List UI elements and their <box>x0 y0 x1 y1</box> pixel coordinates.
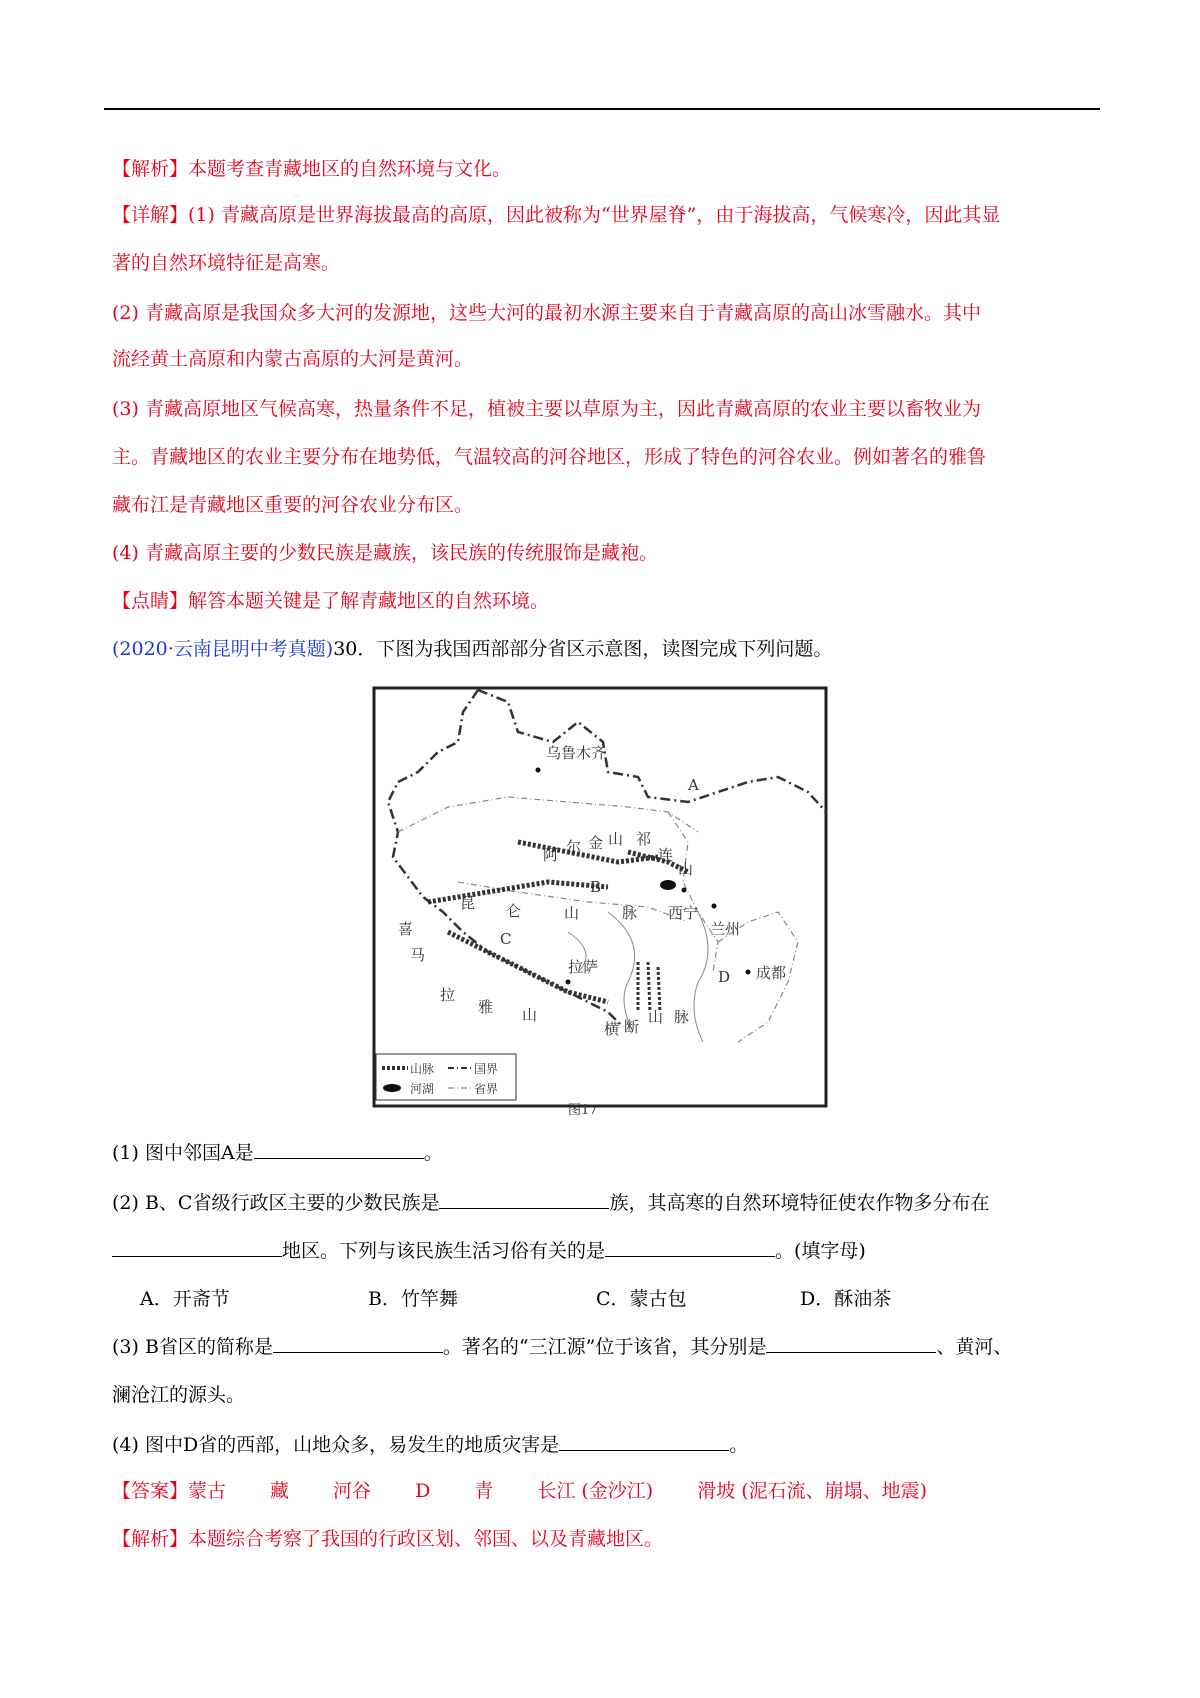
legend-provincial-border: 省界 <box>474 1082 499 1096</box>
lanzhou-dot <box>712 904 717 909</box>
question-3-cont <box>112 1382 245 1408</box>
legend-river-lake: 河湖 <box>410 1082 435 1096</box>
q1-text: (1) 图中邻国A是 <box>112 1142 254 1164</box>
label-kunlun-1: 昆 <box>460 894 476 912</box>
label-xining: 西宁 <box>668 904 699 922</box>
q2-blank-1[interactable] <box>439 1190 609 1209</box>
question-4 <box>112 1432 748 1458</box>
detail-text-6: 主。青藏地区的农业主要分布在地势低，气温较高的河谷地区，形成了特色的河谷农业。例如著名的雅鲁 <box>112 446 987 468</box>
question-2 <box>112 1190 989 1216</box>
label-kunlun-4: 脉 <box>622 904 638 922</box>
detail-line-6 <box>112 444 986 470</box>
label-kunlun-3: 山 <box>564 904 580 922</box>
detail-tag: 【详解】 <box>112 204 189 226</box>
final-analysis-line <box>112 1526 663 1552</box>
option-a[interactable]: A．开斋节 <box>140 1288 230 1310</box>
detail-line-5 <box>112 396 981 422</box>
label-heng-4: 脉 <box>674 1008 690 1026</box>
analysis-line <box>112 156 511 182</box>
lasa-dot <box>566 980 571 985</box>
label-xi-5: 山 <box>522 1006 538 1024</box>
q2-text-d: 。(填字母) <box>775 1240 866 1262</box>
answer-item-3: 河谷 <box>333 1480 372 1502</box>
header-rule <box>104 108 1100 110</box>
detail-line-7 <box>112 492 473 518</box>
answer-item-2: 藏 <box>270 1480 290 1502</box>
xining-dot <box>682 888 687 893</box>
q3-blank-1[interactable] <box>273 1334 443 1353</box>
q3-text-c: 、黄河、 <box>936 1336 1013 1358</box>
detail-line-3 <box>112 300 981 326</box>
label-heng-2: 断 <box>624 1018 640 1036</box>
label-xi-1: 喜 <box>398 920 414 938</box>
label-heng-1: 横 <box>604 1020 620 1038</box>
label-a: A <box>688 776 699 794</box>
q4-text-a: (4) 图中D省的西部，山地众多，易发生的地质灾害是 <box>112 1434 560 1456</box>
analysis-tag: 【解析】 <box>112 158 189 180</box>
question-1 <box>112 1140 443 1166</box>
label-c: C <box>500 930 512 948</box>
answer-item-7: 滑坡 (泥石流、崩塌、地震) <box>697 1480 928 1502</box>
label-qilian-3: 山 <box>678 860 694 878</box>
label-altun-2: 尔 <box>566 838 582 856</box>
question-source: (2020·云南昆明中考真题) <box>112 638 334 660</box>
detail-text-8: (4) 青藏高原主要的少数民族是藏族，该民族的传统服饰是藏袍。 <box>112 542 658 564</box>
detail-text-1: (1) 青藏高原是世界海拔最高的高原，因此被称为“世界屋脊”，由于海拔高，气候寒冷，因此其显 <box>188 204 1001 226</box>
legend-national-border: 国界 <box>474 1062 499 1076</box>
answer-item-5: 青 <box>474 1480 494 1502</box>
label-kunlun-2: 仑 <box>506 902 522 920</box>
comment-line <box>112 588 549 614</box>
detail-text-5: (3) 青藏高原地区气候高寒，热量条件不足，植被主要以草原为主，因此青藏高原的农业主要以畜牧业为 <box>112 398 981 420</box>
urumqi-dot <box>536 768 541 773</box>
final-analysis-tag: 【解析】 <box>112 1528 189 1550</box>
label-altun-4: 山 <box>608 830 624 848</box>
q3-text-a: (3) B省区的简称是 <box>112 1336 273 1358</box>
comment-text: 解答本题关键是了解青藏地区的自然环境。 <box>188 590 550 612</box>
answer-tag: 【答案】 <box>112 1480 189 1502</box>
legend-mountain: 山脉 <box>410 1062 435 1076</box>
map-caption: 图17 <box>568 1103 598 1116</box>
detail-line-1 <box>112 202 1000 228</box>
label-heng-3: 山 <box>648 1008 664 1026</box>
answer-item-6: 长江 (金沙江) <box>537 1480 654 1502</box>
label-xi-4: 雅 <box>478 998 494 1016</box>
detail-line-4 <box>112 346 473 372</box>
option-d[interactable]: D．酥油茶 <box>800 1288 892 1310</box>
option-b[interactable]: B．竹竿舞 <box>368 1288 458 1310</box>
detail-text-7: 藏布江是青藏地区重要的河谷农业分布区。 <box>112 494 474 516</box>
label-d: D <box>718 968 731 986</box>
q1-blank[interactable] <box>254 1140 424 1159</box>
q2-text-b: 族，其高寒的自然环境特征使农作物多分布在 <box>609 1192 990 1214</box>
detail-line-8 <box>112 540 658 566</box>
option-c[interactable]: C．蒙古包 <box>596 1288 687 1310</box>
label-altun-3: 金 <box>588 834 604 852</box>
q2-text-a: (2) B、C省级行政区主要的少数民族是 <box>112 1192 440 1214</box>
question-2-cont <box>112 1238 866 1264</box>
legend-river-symbol <box>383 1084 401 1092</box>
qinghai-lake <box>660 880 676 890</box>
map-figure <box>368 682 838 1116</box>
q1-end: 。 <box>423 1142 443 1164</box>
q3-blank-2[interactable] <box>766 1334 936 1353</box>
label-lasa: 拉萨 <box>568 958 599 976</box>
detail-text-3: (2) 青藏高原是我国众多大河的发源地，这些大河的最初水源主要来自于青藏高原的高山冰雪融水。其中 <box>112 302 981 324</box>
detail-text-4: 流经黄土高原和内蒙古高原的大河是黄河。 <box>112 348 474 370</box>
label-qilian-1: 祁 <box>636 830 652 848</box>
final-analysis-text: 本题综合考察了我国的行政区划、邻国、以及青藏地区。 <box>188 1528 664 1550</box>
label-xi-3: 拉 <box>440 986 456 1004</box>
comment-tag: 【点睛】 <box>112 590 189 612</box>
label-qilian-2: 连 <box>658 846 674 864</box>
q3-text-b: 。著名的“三江源”位于该省，其分别是 <box>442 1336 767 1358</box>
label-chengdu: 成都 <box>756 964 787 982</box>
label-lanzhou: 兰州 <box>710 920 741 938</box>
question-intro: 30．下图为我国西部部分省区示意图，读图完成下列问题。 <box>333 638 833 660</box>
label-altun-1: 阿 <box>543 846 559 864</box>
detail-line-2 <box>112 250 340 276</box>
answer-item-1: 蒙古 <box>188 1480 227 1502</box>
label-xi-2: 马 <box>410 946 426 964</box>
q2-blank-2[interactable] <box>112 1238 282 1257</box>
label-urumqi: 乌鲁木齐 <box>546 744 607 762</box>
label-b: B <box>590 878 602 896</box>
q3-text-d: 澜沧江的源头。 <box>112 1384 246 1406</box>
question-header <box>112 636 832 662</box>
answer-line <box>112 1478 927 1504</box>
analysis-text: 本题考查青藏地区的自然环境与文化。 <box>188 158 512 180</box>
western-provinces-map <box>368 682 838 1116</box>
q2-text-c: 地区。下列与该民族生活习俗有关的是 <box>282 1240 606 1262</box>
q2-blank-3[interactable] <box>605 1238 775 1257</box>
question-3 <box>112 1334 1012 1360</box>
answer-item-4: D <box>415 1480 431 1502</box>
q4-blank[interactable] <box>559 1432 729 1451</box>
q4-end: 。 <box>729 1434 749 1456</box>
detail-text-2: 著的自然环境特征是高寒。 <box>112 252 341 274</box>
chengdu-dot <box>746 970 751 975</box>
